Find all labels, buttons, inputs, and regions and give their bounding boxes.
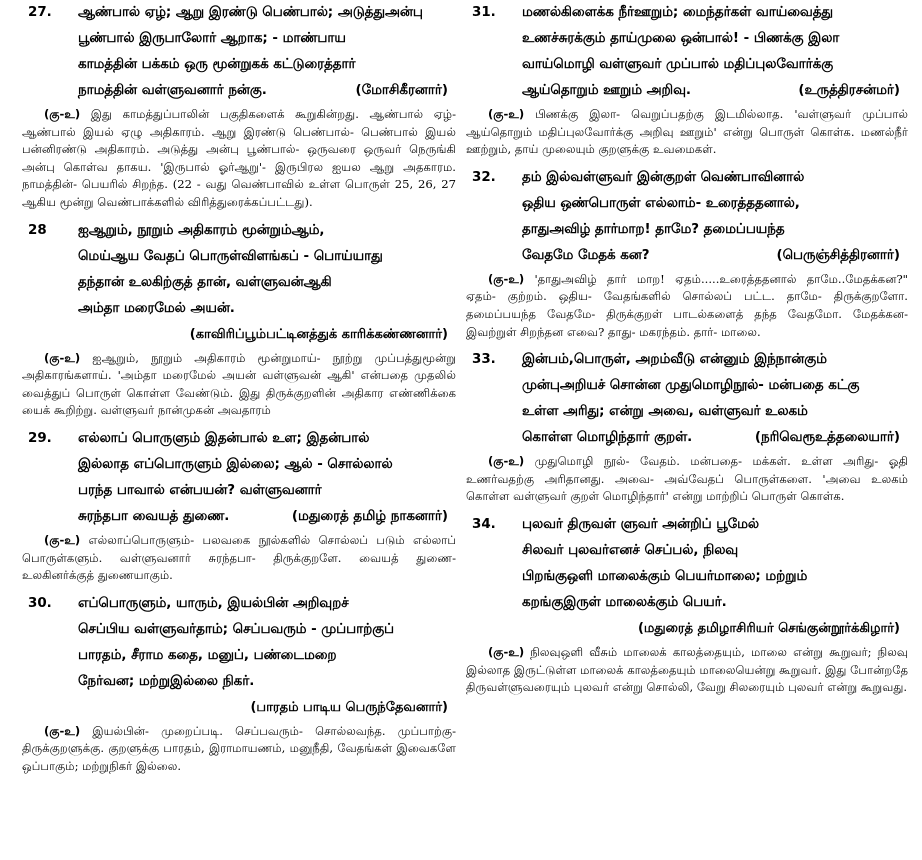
verse-line <box>22 617 456 643</box>
verse-line-text: இல்லாத எப்பொருளும் இல்லை; ஆல் - சொல்லால் <box>78 456 393 472</box>
stanza-block <box>466 165 908 341</box>
author-credit: (பெருஞ்சித்திரனார்) <box>776 247 900 263</box>
commentary-tag: (கு-உ) <box>488 644 525 659</box>
stanza-block <box>22 591 456 776</box>
verse-number: 33. <box>472 352 496 368</box>
verse <box>466 165 908 269</box>
verse-line <box>22 452 456 478</box>
commentary-text: இயல்பின்- முறைப்படி. செப்பவரும்- சொல்லவந்த. முப்பாற்கு- திருக்குறளுக்கு. குறளுக்கு பாரதம், இராமாயணம், மனுநீதி, வேதங்கள் இவைகளே ஒப்பாகும்; மற்றுநிகர் இல்லை. <box>22 723 456 773</box>
verse-line-text: வேதமே மேதக் கன? <box>522 247 650 263</box>
verse-line-text: தம் இல்வள்ளுவர் இன்குறள் வெண்பாவினால் <box>522 169 805 185</box>
verse-line <box>466 399 908 425</box>
verse-line-text: மெய்ஆய வேதப் பொருள்விளங்கப் - பொய்யாது <box>78 248 383 264</box>
verse-line <box>466 52 908 78</box>
stanza-block <box>22 0 456 212</box>
verse <box>466 512 908 616</box>
verse-line <box>466 78 908 104</box>
verse-line <box>466 191 908 217</box>
verse-line <box>22 504 456 530</box>
verse-line <box>22 78 456 104</box>
commentary-text: பிணக்கு இலா- வெறுப்பதற்கு இடமில்லாத. 'வள்ளுவர் முப்பால் ஆய்தொறும் மதிப்புலவோர்க்கு அறிவு ஊறும்' என்று பொருள் கொள்க. மணல்நீர் ஊற்றும், தாய் முலையும் குறளுக்கு உவமைகள். <box>466 107 909 157</box>
author-credit: (மதுரைத் தமிழாசிரியர் செங்குன்றூர்க்கிழார்) <box>637 620 900 636</box>
commentary-text: எல்லாப்பொருளும்- பலவகை நூல்களில் சொல்லப் படும் எல்லாப் பொருள்களும். வள்ளுவனார் சுரந்தபா- திருக்குறளே. வையத் துணை- உலகினர்க்குத் துணையாகும். <box>22 532 456 583</box>
verse-line-text: உள்ள அரிது; என்று அவை, வள்ளுவர் உலகம் <box>522 404 808 420</box>
right-column <box>466 0 908 703</box>
verse-line <box>22 26 456 52</box>
verse-number: 28 <box>28 222 47 238</box>
commentary <box>22 723 456 776</box>
commentary <box>466 453 908 506</box>
verse-line-text: எல்லாப் பொருளும் இதன்பால் உள; இதன்பால் <box>78 430 370 446</box>
verse <box>22 218 456 322</box>
verse-line <box>466 347 908 373</box>
verse-line-text: பிறங்குஒளி மாலைக்கும் பெயர்மாலை; மற்றும் <box>522 568 808 584</box>
verse-line-text: சிலவர் புலவர்எனச் செப்பல், நிலவு <box>522 542 739 558</box>
verse-line-text: செப்பிய வள்ளுவர்தாம்; செப்பவரும் - முப்பாற்குப் <box>78 621 394 637</box>
verse-line <box>466 590 908 616</box>
verse-line <box>22 426 456 452</box>
verse-line <box>466 243 908 269</box>
verse-line-text: இன்பம்,பொருள், அறம்வீடு என்னும் இந்நான்கும் <box>522 352 827 368</box>
verse <box>466 347 908 451</box>
verse-line-text: ஒதிய ஒண்பொருள் எல்லாம்- உரைத்ததனால், <box>522 195 800 211</box>
verse-line <box>22 52 456 78</box>
verse-line <box>22 218 456 244</box>
verse-line-text: எப்பொருளும், யாரும், இயல்பின் அறிவுறச் <box>78 595 349 611</box>
verse-line-text: தாதுஅவிழ் தார்மாற! தாமே? தமைப்பயந்த <box>522 221 785 237</box>
commentary <box>22 106 456 212</box>
verse-line <box>466 538 908 564</box>
verse-number: 32. <box>472 169 496 185</box>
stanza-block <box>466 512 908 697</box>
verse-line-text: பரந்த பாவால் என்பயன்? வள்ளுவனார் <box>78 482 322 498</box>
commentary <box>466 271 908 341</box>
verse-line-text: கொள்ள மொழிந்தார் குறள். <box>522 430 693 446</box>
commentary-tag: (கு-உ) <box>44 107 81 121</box>
commentary-text: 'தாதுஅவிழ் தார் மாற! ஏதம்.....உரைத்ததனால் தாமே..மேதக்கன?" ஏதம்- குற்றம். ஒதிய- வேதங்களில் சொல்லப் பட்ட. தாமே- திருக்குறளோ. தமைப்பயந்த வேதமே- திருக்குறள் பாடல்களைத் தந்த வேதமோ. மேதக்கன- இவற்றுள் சிறந்தன எவை? தாது- மகரந்தம். தார்- மாலை. <box>466 271 909 339</box>
author-credit: (உருத்திரசன்மர்) <box>798 83 900 98</box>
left-column <box>22 0 456 782</box>
verse-line-text: மணல்கிளைக்க நீர்ஊறும்; மைந்தர்கள் வாய்வைத்து <box>522 5 834 20</box>
verse-line <box>466 512 908 538</box>
author-credit: (நரிவெரூஉத்தலையார்) <box>754 430 900 446</box>
verse-line <box>22 478 456 504</box>
verse-line-text: அம்தா மரைமேல் அயன். <box>78 300 235 316</box>
commentary-text: முதுமொழி நூல்- வேதம். மன்பதை- மக்கள். உள்ள அரிது- ஓதி உணர்வதற்கு அரிதானது. அவை- அவ்வேதப் பொருள்களை. 'அவை உலகம் கொள்ள வள்ளுவர் குறள் மொழிந்தார்' என்று மாற்றிப் பொருள் கொள்க. <box>466 454 909 504</box>
verse-number: 30. <box>28 595 52 611</box>
stanza-block <box>466 347 908 506</box>
verse <box>22 591 456 695</box>
stanza-block <box>22 426 456 585</box>
commentary-tag: (கு-உ) <box>44 350 81 365</box>
verse-line <box>466 26 908 52</box>
author-credit: (மதுரைத் தமிழ் நாகனார்) <box>291 508 448 524</box>
verse-line <box>22 591 456 617</box>
verse-line <box>22 270 456 296</box>
stanza-block <box>466 0 908 159</box>
verse-line-text: காமத்தின் பக்கம் ஒரு மூன்றுகக் கட்டுரைத்தார் <box>78 57 356 72</box>
verse <box>22 0 456 104</box>
author-credit: (மோசிகீரனார்) <box>355 83 448 98</box>
commentary-text: நிலவுஒளி வீசும் மாலைக் காலத்தையும், மாலை என்று கூறுவர்; நிலவு இல்லாத இருட்டுள்ள மாலைக் காலத்தையும் மாலையென்று கூறுவர். இது போன்றதே திருவள்ளுவரையும் புலவர் என்று சொல்லி, வேறு சிலரையும் புலவர் என்று கூறுவது. <box>466 644 909 695</box>
verse-number: 27. <box>28 5 52 20</box>
verse <box>466 0 908 104</box>
verse-line-text: தந்தான் உலகிற்குத் தான், வள்ளுவன்ஆகி <box>78 274 332 290</box>
commentary-tag: (கு-உ) <box>488 107 525 121</box>
verse-line <box>466 425 908 451</box>
verse <box>22 426 456 530</box>
stanza-block <box>22 218 456 420</box>
verse-line-text: பாரதம், சீராம கதை, மனுப், பண்டைமறை <box>78 647 337 663</box>
verse-line-text: ஐஆறும், நூறும் அதிகாரம் மூன்றும்ஆம், <box>78 222 325 238</box>
verse-line <box>466 0 908 26</box>
verse-line-text: முன்புஅறியச் சொன்ன முதுமொழிநூல்- மன்பதை கட்கு <box>522 378 860 394</box>
verse-line <box>22 669 456 695</box>
verse-line <box>466 564 908 590</box>
commentary <box>466 644 908 697</box>
commentary-tag: (கு-உ) <box>44 532 81 547</box>
commentary-text: ஐஆறும், நூறும் அதிகாரம் மூன்றுமாய்- நூற்று முப்பத்துமூன்று அதிகாரங்களாய். 'அம்தா மரைமேல் அயன் வள்ளுவன் ஆகி' என்பதை முதலில் வைத்துப் பொருள் கொள்ள வேண்டும். இது திருக்குறளின் அதிகார எண்ணிக்கை யைக் கூறிற்று. வள்ளுவர் நான்முகன் அவதாரம் <box>22 350 457 418</box>
verse-line-text: நாமத்தின் வள்ளுவனார் நன்கு. <box>78 83 267 98</box>
author-credit: (பாரதம் பாடிய பெருந்தேவனார்) <box>250 699 448 715</box>
verse-number: 31. <box>472 5 496 20</box>
verse-line <box>466 217 908 243</box>
verse-line-text: கறங்குஇருள் மாலைக்கும் பெயர். <box>522 594 727 610</box>
commentary-tag: (கு-உ) <box>488 454 525 469</box>
commentary <box>466 106 908 159</box>
verse-line <box>466 373 908 399</box>
commentary-tag: (கு-உ) <box>44 723 81 738</box>
verse-line-text: வாய்மொழி வள்ளுவர் முப்பால் மதிப்புலவோர்க்கு <box>522 57 834 72</box>
verse-line <box>22 643 456 669</box>
verse-line-text: ஆண்பால் ஏழ்; ஆறு இரண்டு பெண்பால்; அடுத்துஅன்பு <box>78 5 423 20</box>
verse-line-text: சுரந்தபா வையத் துணை. <box>78 508 230 524</box>
verse-line <box>22 244 456 270</box>
verse-line <box>22 0 456 26</box>
commentary-tag: (கு-உ) <box>488 271 525 286</box>
verse-line-text: பூண்பால் இருபாலோர் ஆறாக; - மாண்பாய <box>78 31 346 46</box>
verse-number: 29. <box>28 430 52 446</box>
verse-line <box>466 165 908 191</box>
verse-number: 34. <box>472 516 496 532</box>
verse-line-text: புலவர் திருவள் ளுவர் அன்றிப் பூமேல் <box>522 516 759 532</box>
author-credit: (காவிரிப்பூம்பட்டினத்துக் காரிக்கண்ணனார்) <box>189 326 448 342</box>
commentary <box>22 532 456 585</box>
commentary <box>22 350 456 420</box>
verse-line-text: ஆய்தொறும் ஊறும் அறிவு. <box>522 83 691 98</box>
verse-line <box>22 296 456 322</box>
verse-line-text: நேர்வன; மற்றுஇல்லை நிகர். <box>78 673 255 689</box>
commentary-text: இது காமத்துப்பாலின் பகுதிகளைக் கூறுகின்றது. ஆண்பால் ஏழ்- ஆண்பால் இயல் ஏழு அதிகாரம். ஆறு இரண்டு பெண்பால்- பெண்பால் இயல் பன்னிரண்டு அதிகாரம். அடுத்து அன்பு பூண்பால்- ஒருவரை ஒருவர் நெருங்கி அன்பு கொள்வ தாகய. 'இருபால் ஓர்ஆறு'- இருபிரல ஐயல ஆறு அதகாரம. நாமத்தின்- பெயரில் சிறந்த. (22 - வது வெண்பாவில் உள்ள பொருள் 25, 26, 27 ஆகிய மூன்று வெண்பாக்களில் விரித்துரைக்கப்பட்டது). <box>22 107 457 209</box>
verse-line-text: உணச்சுரக்கும் தாய்முலை ஒன்பால்! - பிணக்கு இலா <box>522 31 840 46</box>
